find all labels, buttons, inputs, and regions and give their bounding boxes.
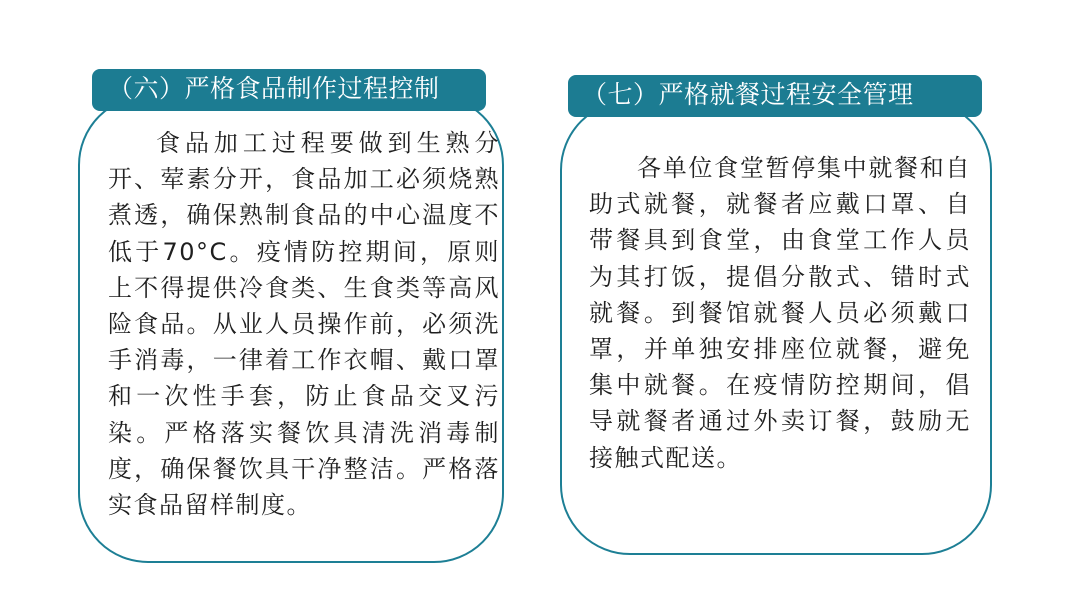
section-7-title: （七）严格就餐过程安全管理 [568, 75, 982, 117]
section-6-body: 食品加工过程要做到生熟分开、荤素分开，食品加工必须烧熟煮透，确保熟制食品的中心温度不低于70°C。疫情防控期间，原则上不得提供冷食类、生食类等高风险食品。从业人员操作前，必须洗手消毒，一律着工作衣帽、戴口罩和一次性手套，防止食品交叉污染。严格落实餐饮具清洗消毒制度，确保餐饮具干净整洁。严格落实食品留样制度。 [108, 129, 500, 520]
section-6-title: （六）严格食品制作过程控制 [92, 69, 486, 111]
section-7-body: 各单位食堂暂停集中就餐和自助式就餐，就餐者应戴口罩、自带餐具到食堂，由食堂工作人员为其打饭，提倡分散式、错时式就餐。到餐馆就餐人员必须戴口罩，并单独安排座位就餐，避免集中就餐。在疫情防控期间，倡导就餐者通过外卖订餐，鼓励无接触式配送。 [589, 154, 971, 472]
